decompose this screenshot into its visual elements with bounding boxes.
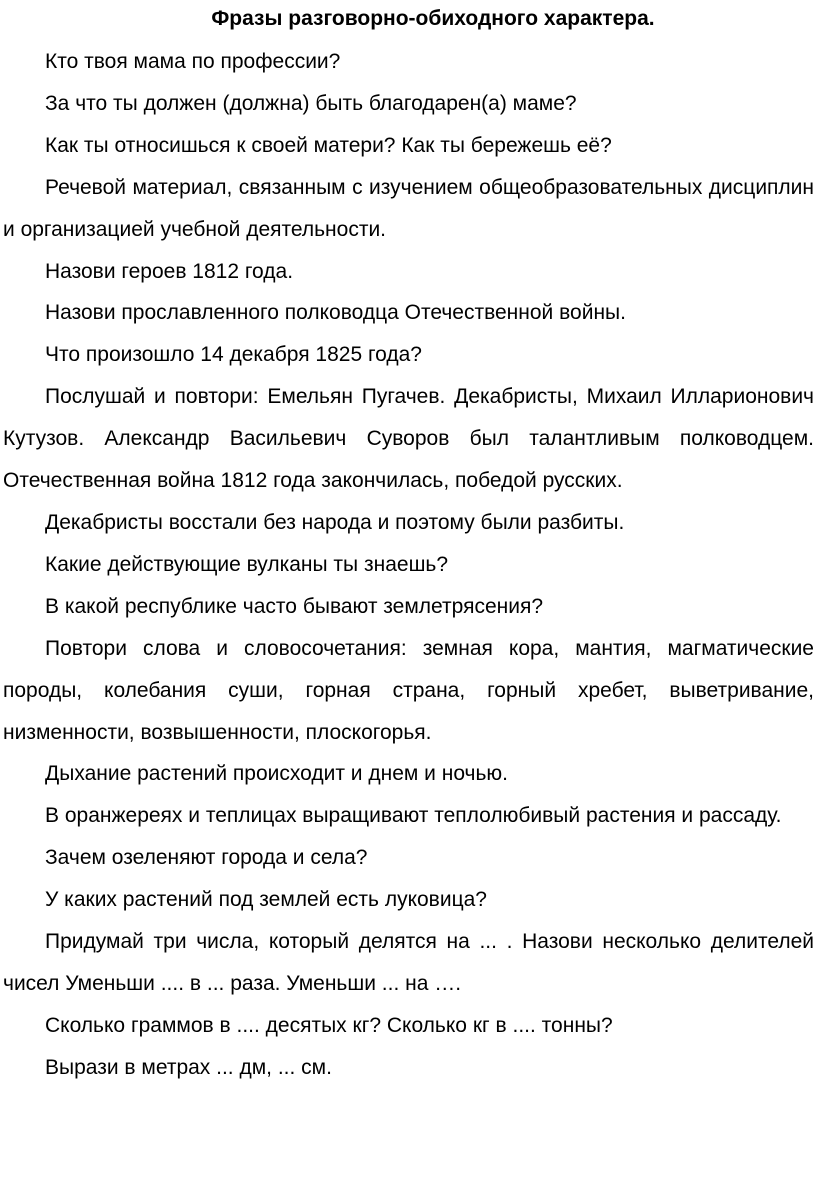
paragraph: Дыхание растений происходит и днем и ночью. bbox=[45, 762, 509, 786]
paragraph: Сколько граммов в .... десятых кг? Сколько кг в .... тонны? bbox=[45, 1013, 613, 1037]
paragraph: Декабристы восстали без народа и поэтому были разбиты. bbox=[45, 510, 625, 534]
paragraph: Что произошло 14 декабря 1825 года? bbox=[45, 343, 422, 367]
paragraph: Какие действующие вулканы ты знаешь? bbox=[45, 552, 449, 576]
paragraph: Кто твоя мама по профессии? bbox=[45, 50, 341, 73]
paragraph: Вырази в метрах ... дм, ... см. bbox=[45, 1055, 332, 1079]
paragraph: За что ты должен (должна) быть благодарен(а) маме? bbox=[45, 91, 577, 115]
paragraph: Повтори слова и словосочетания: земная кора, мантия, магматические породы, колебания суши, горная страна, горный хребет, выветривание, низменности, возвышенности, плоскогорья. bbox=[3, 636, 814, 744]
paragraph: Зачем озеленяют города и села? bbox=[45, 846, 368, 870]
paragraph: Речевой материал, связанным с изучением общеобразовательных дисциплин и организацией учебной деятельности. bbox=[3, 175, 814, 241]
paragraph: Назови прославленного полководца Отечественной войны. bbox=[45, 301, 626, 325]
paragraph: У каких растений под землей есть луковица? bbox=[45, 888, 487, 912]
paragraph: В оранжереях и теплицах выращивают теплолюбивый растения и рассаду. bbox=[45, 804, 782, 828]
paragraph: Придумай три числа, который делятся на ... . Назови несколько делителей чисел Уменьши .... в ... раза. Уменьши ... на …. bbox=[3, 930, 814, 995]
document-body bbox=[3, 41, 814, 1089]
paragraph: В какой республике часто бывают землетрясения? bbox=[45, 594, 544, 618]
paragraph: Послушай и повтори: Емельян Пугачев. Декабристы, Михаил Илларионович Кутузов. Александр Васильевич Суворов был талантливым полководцем. Отечественная война 1812 года закончилась, победой русских. bbox=[3, 385, 814, 493]
paragraph: Назови героев 1812 года. bbox=[45, 259, 294, 283]
document-title: Фразы разговорно-обиходного характера. bbox=[211, 7, 655, 30]
paragraph: Как ты относишься к своей матери? Как ты бережешь её? bbox=[45, 133, 612, 157]
